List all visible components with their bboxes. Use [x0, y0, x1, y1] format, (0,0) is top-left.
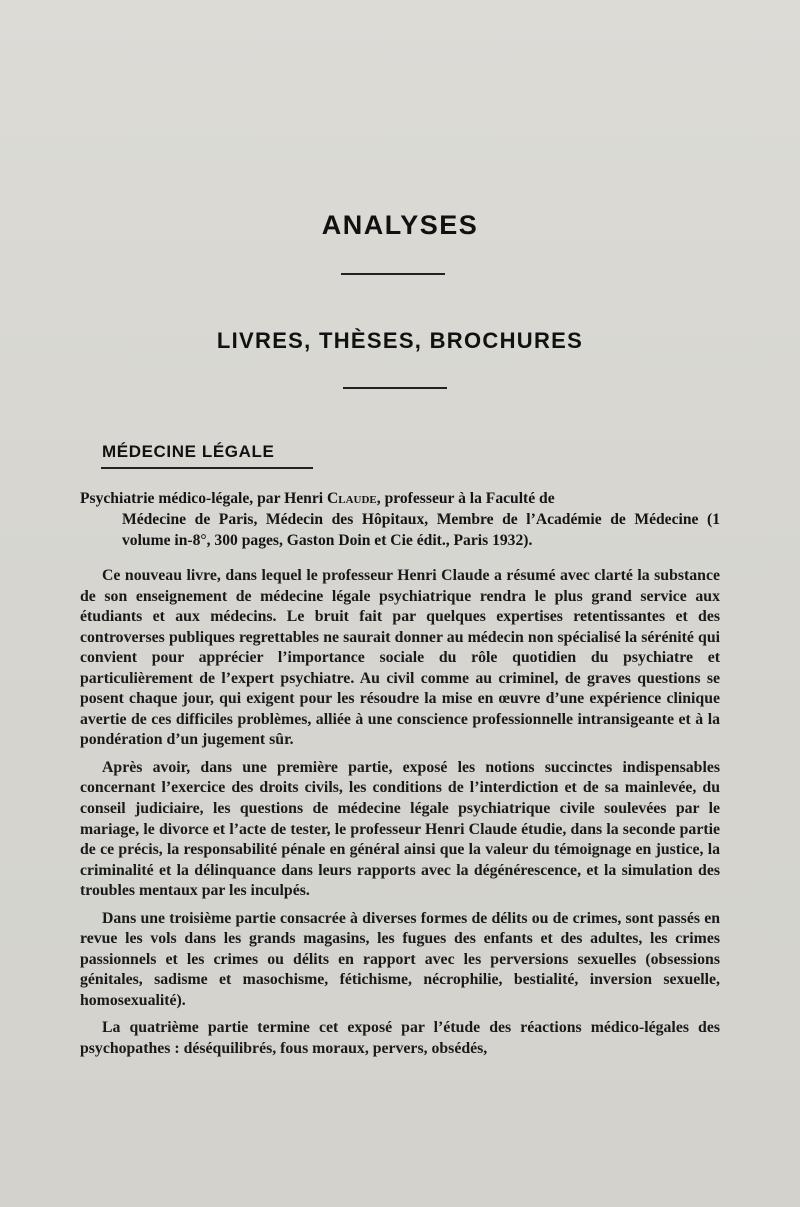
paragraph: Après avoir, dans une première partie, exposé les notions succinctes indispensables concernant l’exercice des droits civils, les conditions de l’interdiction et de sa mainlevée, du conseil judiciaire, les questions de médecine légale psychiatrique civile soulevées par le mariage, le divorce et l’acte de tester, le professeur Henri Claude étudie, dans la seconde partie de ce précis, la responsabilité pénale en général ainsi que la valeur du témoignage en justice, la criminalité et la délinquance dans leurs rapports avec la dégénérescence, et la simulation des troubles mentaux par les inculpés. — [80, 758, 720, 900]
review-body — [80, 566, 720, 1067]
section-heading: MÉDECINE LÉGALE — [102, 442, 275, 461]
reference-author-role: , professeur à la Faculté de — [376, 490, 555, 507]
reference-by: par Henri — [253, 490, 327, 507]
paragraph: La quatrième partie termine cet exposé par l’étude des réactions médico-légales des psychopathes : déséquilibrés, fous moraux, pervers, obsédés, — [80, 1019, 720, 1058]
title-divider — [341, 273, 445, 275]
subtitle-divider — [343, 387, 447, 389]
page-title: ANALYSES — [321, 210, 479, 240]
reference-details: Médecine de Paris, Médecin des Hôpitaux, Membre de l’Académie de Médecine (1 volume in-8°, 300 pages, Gaston Doin et Cie édit., Paris 1932). — [122, 511, 720, 549]
paragraph: Dans une troisième partie consacrée à diverses formes de délits ou de crimes, sont passés en revue les vols dans les grands magasins, les fugues des enfants et des adultes, les crimes passionnels et les crimes ou délits en rapport avec les perversions sexuelles (obsessions génitales, sadisme et masochisme, fétichisme, nécrophilie, bestialité, inversion sexuelle, homosexualité). — [80, 909, 720, 1009]
page-subtitle: LIVRES, THÈSES, BROCHURES — [216, 328, 584, 353]
reference-first-line — [80, 490, 555, 507]
paragraph: Ce nouveau livre, dans lequel le professeur Henri Claude a résumé avec clarté la substance de son enseignement de médecine légale psychiatrique rendra le plus grand service aux étudiants et aux médecins. Le bruit fait par quelques expertises retentissantes et des controverses publiques regrettables ne saurait donner au médecin non spécialisé la sérénité qui convient pour apprécier l’importance sociale du rôle quotidien du psychiatre et particulièrement de l’expert psychiatre. Au civil comme au criminel, de graves questions se posent chaque jour, qui exigent pour les résoudre la mise en œuvre d’une expérience clinique avertie de ces difficiles problèmes, alliée à une conscience professionnelle intransigeante et à la pondération d’un jugement sûr. — [80, 567, 720, 749]
book-title: Psychiatrie médico-légale, — [80, 490, 254, 507]
section-underline — [101, 467, 313, 469]
book-reference — [80, 488, 720, 551]
author-name: Claude — [327, 490, 377, 507]
